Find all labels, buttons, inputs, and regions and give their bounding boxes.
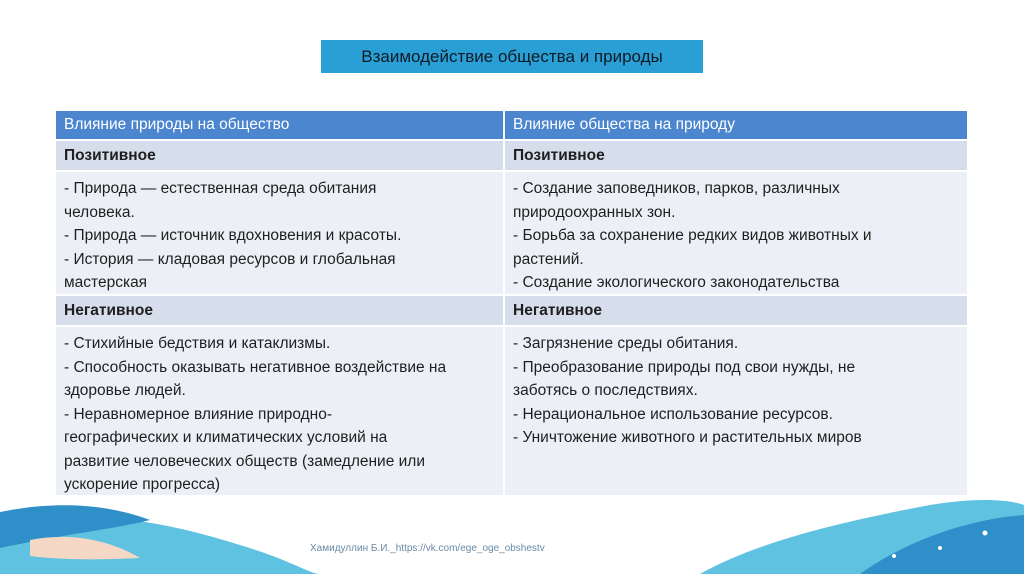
text-line: - Уничтожение животного и растительных миров	[513, 429, 862, 446]
text-line: - Нерациональное использование ресурсов.	[513, 405, 833, 423]
text-line: - Природа — естественная среда обитания	[64, 180, 377, 197]
text-line: растений.	[513, 250, 584, 268]
text-line: - Природа — источник вдохновения и красоты.	[64, 227, 402, 244]
positive-cell-right	[505, 172, 969, 296]
text-line: - Борьба за сохранение редких видов животных и	[513, 227, 872, 244]
text-line: заботясь о последствиях.	[513, 382, 698, 399]
positive-cell-left	[56, 172, 505, 296]
text-line: человека.	[64, 203, 135, 221]
dot	[983, 531, 988, 536]
text-line: - Стихийные бедствия и катаклизмы.	[64, 335, 331, 352]
negative-label-right: Негативное	[505, 296, 969, 327]
text-line: географических и климатических условий на	[64, 429, 388, 446]
negative-cell-left	[56, 327, 505, 497]
text-line: - Способность оказывать негативное воздействие на	[64, 358, 447, 376]
text-line: - История — кладовая ресурсов и глобальная	[64, 250, 396, 268]
positive-label-left: Позитивное	[56, 141, 505, 172]
column-header-society-on-nature: Влияние общества на природу	[505, 111, 969, 141]
text-line: - Преобразование природы под свои нужды, не	[513, 358, 856, 376]
footer-credit: Хамидуллин Б.И._https://vk.com/ege_oge_obshestv	[310, 543, 545, 554]
page-title: Взаимодействие общества и природы	[321, 40, 703, 73]
text-line: природоохранных зон.	[513, 203, 676, 221]
negative-label-left: Негативное	[56, 296, 505, 327]
dot	[938, 546, 942, 550]
text-line: - Создание заповедников, парков, различных	[513, 180, 840, 197]
comparison-table	[56, 111, 969, 497]
text-line: - Создание экологического законодательства	[513, 274, 840, 291]
text-line: ускорение прогресса)	[64, 476, 221, 493]
positive-label-right: Позитивное	[505, 141, 969, 172]
text-line: развитие человеческих обществ (замедление или	[64, 452, 426, 470]
text-line: - Загрязнение среды обитания.	[513, 335, 739, 352]
column-header-nature-on-society: Влияние природы на общество	[56, 111, 505, 141]
text-line: - Неравномерное влияние природно-	[64, 405, 333, 423]
negative-cell-right	[505, 327, 969, 497]
text-line: здоровье людей.	[64, 382, 186, 399]
dot	[892, 554, 896, 558]
text-line: мастерская	[64, 274, 148, 291]
